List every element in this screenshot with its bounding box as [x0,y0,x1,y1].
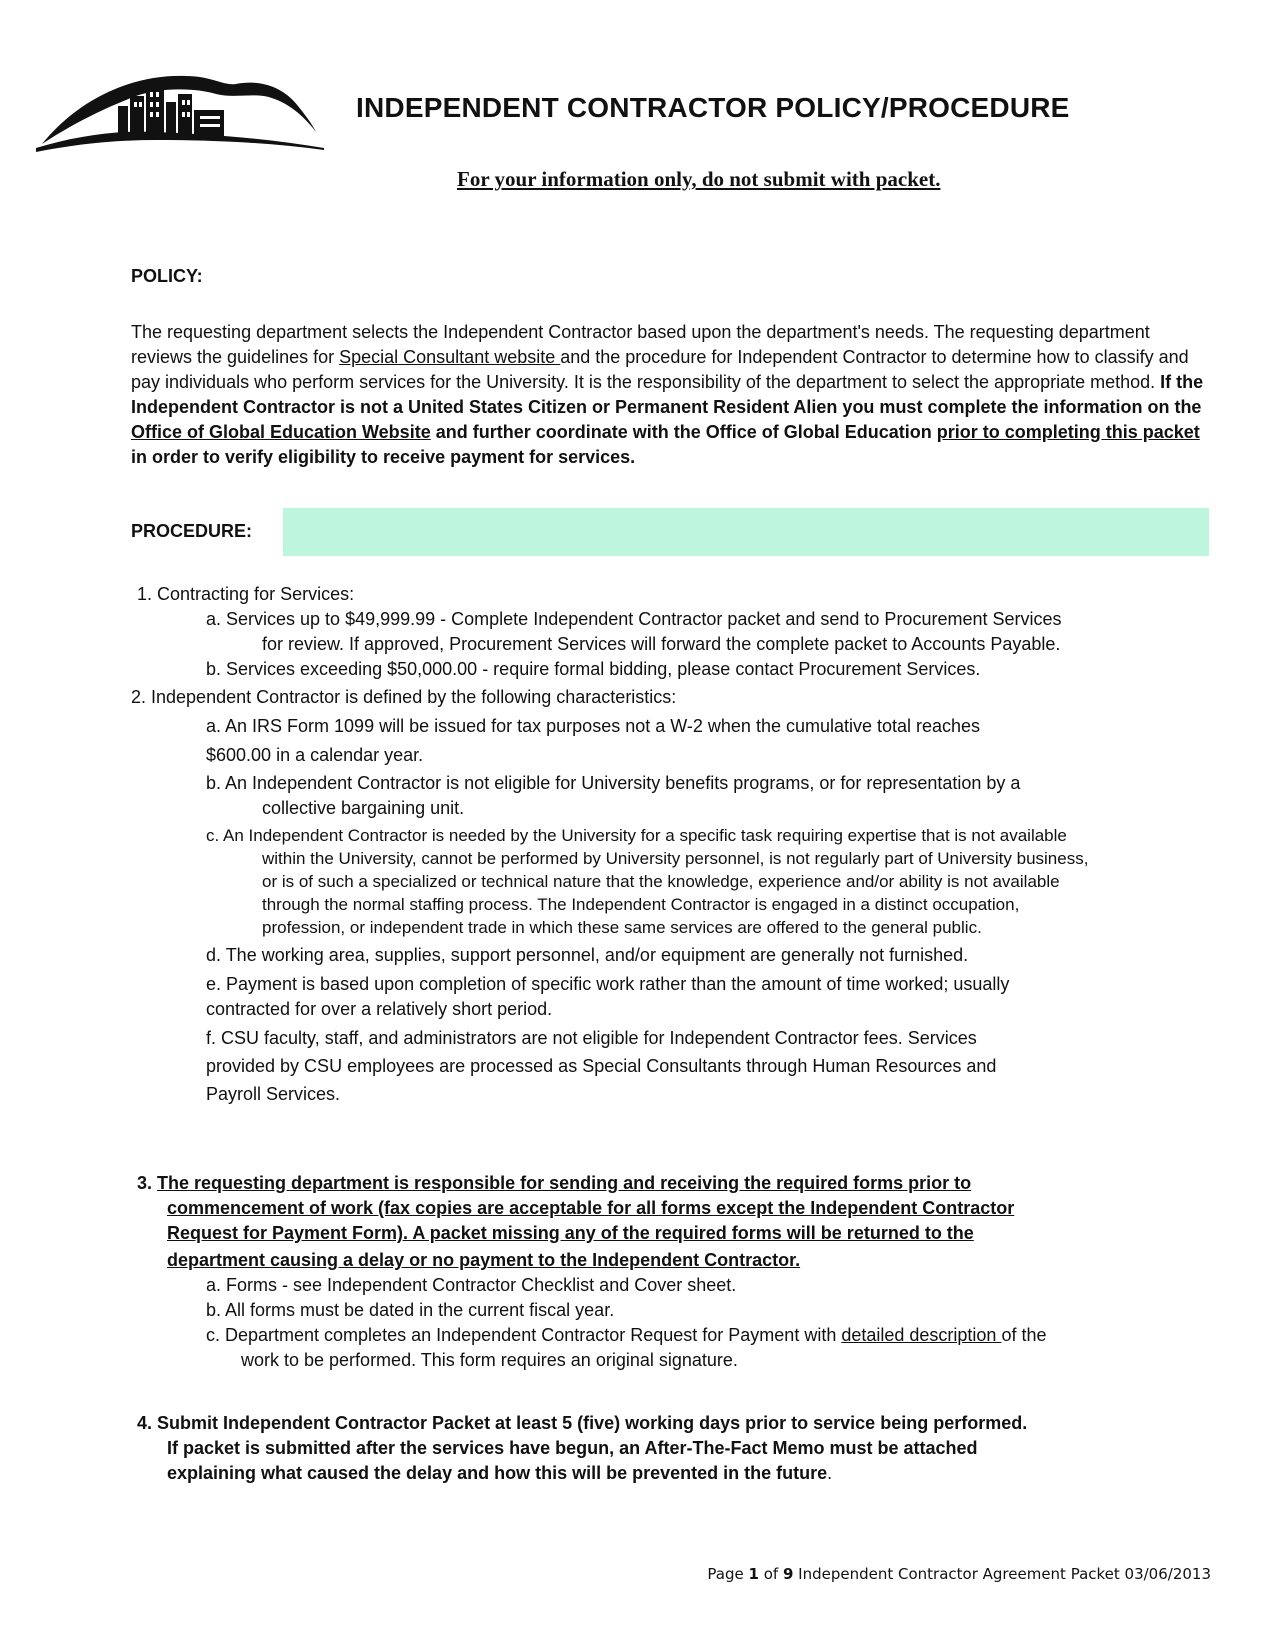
item1-a-line2: for review. If approved, Procurement Services will forward the complete packet to Accounts Payable. [262,634,1061,654]
policy-bold-2: and further coordinate with the Office of Global Education [430,422,937,442]
item4-line1 [137,1413,1027,1434]
procedure-heading: PROCEDURE: [131,521,253,541]
item2-c-line2: within the University, cannot be performed by University personnel, is not regularly part of University business, [262,849,1089,868]
page-title: INDEPENDENT CONTRACTOR POLICY/PROCEDURE [356,92,1070,123]
prior-to-completing-link[interactable]: prior to completing this packet [936,422,1200,442]
policy-bold-1: If the Independent Contractor is not a United States Citizen or Permanent Resident Alien you must complete the information on the [131,372,1204,417]
item4-number: 4. [137,1413,158,1433]
footer-of-label: of [758,1565,783,1583]
policy-paragraph [131,320,1211,470]
item2-b-line2: collective bargaining unit. [262,798,465,818]
item3-line4: department causing a delay or no payment to the Independent Contractor. [167,1250,801,1270]
item3-line2: commencement of work (fax copies are acceptable for all forms except the Independent Contractor [167,1198,1015,1218]
item2-a-line1: a. An IRS Form 1099 will be issued for tax purposes not a W-2 when the cumulative total reaches [206,716,981,736]
policy-text-2: and the procedure for Independent Contractor to determine how to classify and pay individuals who perform services for the University. It is the responsibility of the department to select the appropriate method. [131,347,1189,392]
item4-line3 [167,1463,832,1484]
item2-f-line3: Payroll Services. [206,1084,341,1104]
info-notice: For your information only, do not submit with packet. [457,167,941,191]
item3-a: a. Forms - see Independent Contractor Checklist and Cover sheet. [206,1275,737,1295]
item3-line1 [137,1173,971,1194]
item2-b-line1: b. An Independent Contractor is not eligible for University benefits programs, or for representation by a [206,773,1021,793]
footer-page-total: 9 [782,1565,794,1583]
item2-f-line1: f. CSU faculty, staff, and administrators are not eligible for Independent Contractor fees. Services [206,1028,977,1048]
item3-line3: Request for Payment Form). A packet missing any of the required forms will be returned to the [167,1223,974,1243]
item3-b: b. All forms must be dated in the current fiscal year. [206,1300,615,1320]
footer-page-label: Page [707,1565,749,1583]
item2-a-line2: $600.00 in a calendar year. [206,745,424,765]
policy-bold-3: in order to verify eligibility to receive payment for services. [131,447,636,467]
item3-c-text: c. Department completes an Independent Contractor Request for Payment with [206,1325,842,1345]
university-logo [36,66,324,156]
item4-line2: If packet is submitted after the services have begun, an After-The-Fact Memo must be attached [167,1438,978,1458]
item3-number: 3. [137,1173,158,1193]
policy-text-1: The requesting department selects the Independent Contractor based upon the department's needs. The requesting department reviews the guidelines for [131,322,1150,367]
item3-c-line1 [206,1325,1047,1346]
item2-d: d. The working area, supplies, support personnel, and/or equipment are generally not furnished. [206,945,969,965]
footer-doc-title: Independent Contractor Agreement Packet 03/06/2013 [793,1565,1211,1583]
item2-e-line1: e. Payment is based upon completion of specific work rather than the amount of time worked; usually [206,974,1010,994]
footer-page-number: 1 [748,1565,759,1583]
item2-c-line3: or is of such a specialized or technical nature that the knowledge, experience and/or ability is not available [262,872,1060,891]
procedure-highlight-box [283,508,1209,556]
item3-text-1: The requesting department is responsible for sending and receiving the required forms prior to [157,1173,972,1193]
policy-heading: POLICY: [131,266,203,286]
item2-f-line2: provided by CSU employees are processed as Special Consultants through Human Resources and [206,1056,997,1076]
item4-text-1: Submit Independent Contractor Packet at least 5 (five) working days prior to service being performed. [157,1413,1028,1433]
global-education-link[interactable]: Office of Global Education Website [131,422,431,442]
item4-period: . [827,1463,833,1483]
page-footer [707,1565,1211,1583]
item1-title: 1. Contracting for Services: [137,584,355,604]
item1-b: b. Services exceeding $50,000.00 - require formal bidding, please contact Procurement Services. [206,659,981,679]
item2-c-line1: c. An Independent Contractor is needed by the University for a specific task requiring expertise that is not available [206,826,1067,845]
item2-c-line4: through the normal staffing process. The Independent Contractor is engaged in a distinct occupation, [262,895,1020,914]
item4-text-3: explaining what caused the delay and how this will be prevented in the future [167,1463,828,1483]
item2-e-line2: contracted for over a relatively short period. [206,999,553,1019]
special-consultant-link[interactable]: Special Consultant website [339,347,561,367]
detailed-description-link[interactable]: detailed description [841,1325,1002,1345]
item1-a-line1: a. Services up to $49,999.99 - Complete Independent Contractor packet and send to Procurement Services [206,609,1062,629]
item2-c-line5: profession, or independent trade in which these same services are offered to the general public. [262,918,982,937]
item2-title: 2. Independent Contractor is defined by the following characteristics: [131,687,677,707]
item3-c-line2: work to be performed. This form requires an original signature. [241,1350,738,1370]
item3-c-text-end: of the [1001,1325,1047,1345]
